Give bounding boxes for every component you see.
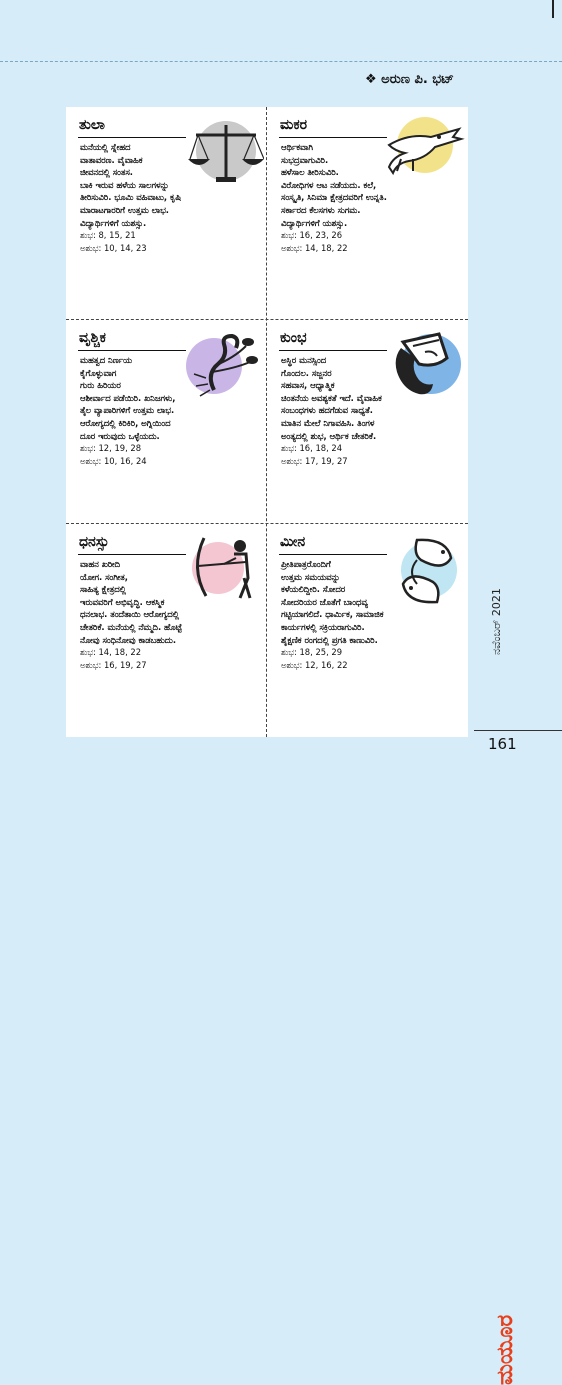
horoscope-grid [66, 107, 468, 737]
title-underline [279, 554, 387, 555]
unlucky-dates: ಅಶುಭ: 17, 19, 27 [281, 455, 348, 466]
text-line: ಧನಲಾಭ. ತಂದೆತಾಯಿ ಆರೋಗ್ಯದಲ್ಲಿ [80, 609, 179, 620]
unlucky-dates: ಅಶುಭ: 10, 16, 24 [80, 455, 147, 466]
unlucky-dates: ಅಶುಭ: 12, 16, 22 [281, 659, 348, 670]
text-line: ಅಂತ್ಯದಲ್ಲಿ ಶುಭ, ಆರ್ಥಿಕ ಚೇತರಿಕೆ. [281, 430, 377, 441]
text-line: ಜೀವನದಲ್ಲಿ ಸಂತಸ. [80, 167, 133, 178]
unlucky-dates: ಅಶುಭ: 14, 18, 22 [281, 242, 348, 253]
title-underline [78, 554, 186, 555]
sign-scorpio [66, 320, 266, 520]
sign-title: ಕುಂಭ [280, 330, 307, 346]
text-line: ಸಾಹಿತ್ಯ ಕ್ಷೇತ್ರದಲ್ಲಿ [80, 584, 127, 595]
text-line: ಅಸ್ಥಿರ ಮನಸ್ಸಿಂದ [281, 355, 327, 365]
lucky-dates: ಶುಭ: 8, 15, 21 [80, 230, 136, 241]
unlucky-dates: ಅಶುಭ: 10, 14, 23 [80, 242, 147, 253]
text-line: ಆರೋಗ್ಯದಲ್ಲಿ ಕಿರಿಕಿರಿ, ಅಗ್ನಿಯಿಂದ [80, 417, 171, 428]
text-line: ಚೇತರಿಕೆ. ಮನೆಯಲ್ಲಿ ನೆಮ್ಮದಿ. ಹೊಟ್ಟೆ [80, 621, 182, 632]
text-line: ಕೈಗೊಳ್ಳುವಾಗ [80, 367, 117, 378]
text-line: ಕಳೆಯಲಿದ್ದೀರಿ. ಸೋದರ [281, 584, 346, 595]
text-line: ವಿದ್ಯಾರ್ಥಿಗಳಿಗೆ ಯಶಸ್ಸು. [281, 217, 348, 228]
sign-title: ಧನಸ್ಸು [79, 534, 110, 550]
crop-mark [544, 0, 554, 18]
text-line: ಪ್ರೀತಿಪಾತ್ರರೊಂದಿಗೆ [281, 559, 331, 569]
title-underline [279, 350, 387, 351]
sign-description [281, 558, 461, 671]
text-line: ಸಹವಾಸ, ಆಧ್ಯಾತ್ಮಿಕ [281, 380, 335, 391]
text-line: ಮಹತ್ವದ ನಿರ್ಣಯ [80, 355, 132, 365]
lucky-dates: ಶುಭ: 18, 25, 29 [281, 647, 343, 658]
top-dashed-rule [0, 61, 562, 62]
lucky-dates: ಶುಭ: 14, 18, 22 [80, 647, 142, 658]
title-underline [78, 350, 186, 351]
title-underline [279, 137, 387, 138]
text-line: ವಿದ್ಯಾರ್ಥಿಗಳಿಗೆ ಯಶಸ್ಸು. [80, 217, 147, 228]
sign-description [281, 354, 461, 467]
sign-description [281, 141, 461, 254]
text-line: ಸೋದರಿಯರ ಜೊತೆಗೆ ಬಾಂಧವ್ಯ [281, 596, 368, 607]
text-line: ಮಾರಾಟಗಾರರಿಗೆ ಉತ್ತಮ ಲಾಭ. [80, 204, 169, 215]
sign-title: ವೃಶ್ಚಿಕ [79, 330, 106, 346]
text-line: ಇರುವವರಿಗೆ ಅಭಿವೃದ್ಧಿ. ಆಕಸ್ಮಿಕ [80, 596, 165, 607]
issue-date: ನವೆಂಬರ್ 2021 [490, 588, 503, 655]
lucky-dates: ಶುಭ: 12, 19, 28 [80, 443, 142, 454]
text-line: ತೈಲ ವ್ಯಾಪಾರಿಗಳಿಗೆ ಉತ್ತಮ ಲಾಭ. [80, 405, 175, 416]
page-number-rule [474, 730, 562, 731]
text-line: ಸಂಸ್ಕೃತಿ, ಸಿನಿಮಾ ಕ್ಷೇತ್ರದವರಿಗೆ ಉನ್ನತಿ. [281, 192, 387, 203]
text-line: ಚಿಂತನೆಯ ಅವಶ್ಯಕತೆ ಇದೆ. ವೈವಾಹಿಕ [281, 392, 382, 403]
text-line: ನೋವು ಸಂಧಿನೋವು ಕಾಡಬಹುದು. [80, 634, 176, 645]
sign-description [80, 558, 260, 671]
sign-sagittarius [66, 524, 266, 724]
text-line: ಹಳೆಸಾಲ ತೀರಿಸುವಿರಿ. [281, 167, 339, 178]
text-line: ಮನೆಯಲ್ಲಿ ಸ್ನೇಹದ [80, 142, 131, 152]
text-line: ಗಟ್ಟಿಯಾಗಲಿದೆ. ಧಾರ್ಮಿಕ, ಸಾಮಾಜಿಕ [281, 609, 384, 620]
text-line: ಯೋಗ. ಸಂಗೀತ, [80, 571, 128, 582]
lucky-dates: ಶುಭ: 16, 23, 26 [281, 230, 343, 241]
sign-description [80, 354, 260, 467]
magazine-logo: ಮಯೂರ [493, 1314, 518, 1385]
text-line: ಸುಭದ್ರವಾಗುವಿರಿ. [281, 154, 329, 165]
author-byline: ❖ ಅರುಣ ಪಿ. ಭಟ್ [365, 72, 454, 87]
sign-aquarius [267, 320, 467, 520]
text-line: ಗುರು ಹಿರಿಯರ [80, 380, 121, 391]
text-line: ಗೊಂದಲ. ಸಜ್ಜನರ [281, 367, 332, 378]
title-underline [78, 137, 186, 138]
text-line: ಬಾಕಿ ಇರುವ ಹಳೆಯ ಸಾಲಗಳನ್ನು [80, 179, 170, 190]
text-line: ಮಾತಿನ ಮೇಲೆ ನಿಗಾವಹಿಸಿ. ತಿಂಗಳ [281, 417, 375, 428]
text-line: ವಾಹನ ಖರೀದಿ [80, 559, 121, 569]
text-line: ಉತ್ತಮ ಸಮಯವನ್ನು [281, 571, 340, 582]
text-line: ಆಶೀರ್ವಾದ ಪಡೆಯಿರಿ. ಖನಿಜಗಳು, [80, 392, 176, 403]
sign-capricorn [267, 107, 467, 307]
sign-pisces [267, 524, 467, 724]
sign-title: ಮೀನ [280, 534, 306, 550]
text-line: ವಿರೋಧಿಗಳ ಆಟ ನಡೆಯದು. ಕಲೆ, [281, 179, 377, 190]
sign-title: ಮಕರ [280, 117, 308, 133]
sign-libra [66, 107, 266, 307]
sign-description [80, 141, 260, 254]
page-number: 161 [488, 735, 517, 753]
unlucky-dates: ಅಶುಭ: 16, 19, 27 [80, 659, 147, 670]
text-line: ಸರ್ಕಾರದ ಕೆಲಸಗಳು ಸುಗಮ. [281, 204, 361, 215]
sign-title: ತುಲಾ [79, 117, 105, 133]
lucky-dates: ಶುಭ: 16, 18, 24 [281, 443, 343, 454]
text-line: ಆರ್ಥಿಕವಾಗಿ [281, 142, 313, 152]
text-line: ತೀರಿಸುವಿರಿ. ಭೂಮಿ ವಹಿವಾಟು, ಕೃಷಿ [80, 192, 181, 203]
text-line: ಕಾರ್ಯಗಳಲ್ಲಿ ಸಕ್ರಿಯರಾಗುವಿರಿ. [281, 621, 365, 632]
text-line: ಸಂಬಂಧಗಳು ಹದಗೆಡುವ ಸಾಧ್ಯತೆ. [281, 405, 373, 416]
text-line: ವಾತಾವರಣ. ವೈವಾಹಿಕ [80, 154, 143, 165]
text-line: ದೂರ ಇರುವುದು ಒಳ್ಳೆಯದು. [80, 430, 160, 441]
text-line: ಶೈಕ್ಷಣಿಕ ರಂಗದಲ್ಲಿ ಪ್ರಗತಿ ಕಾಣುವಿರಿ. [281, 634, 378, 645]
